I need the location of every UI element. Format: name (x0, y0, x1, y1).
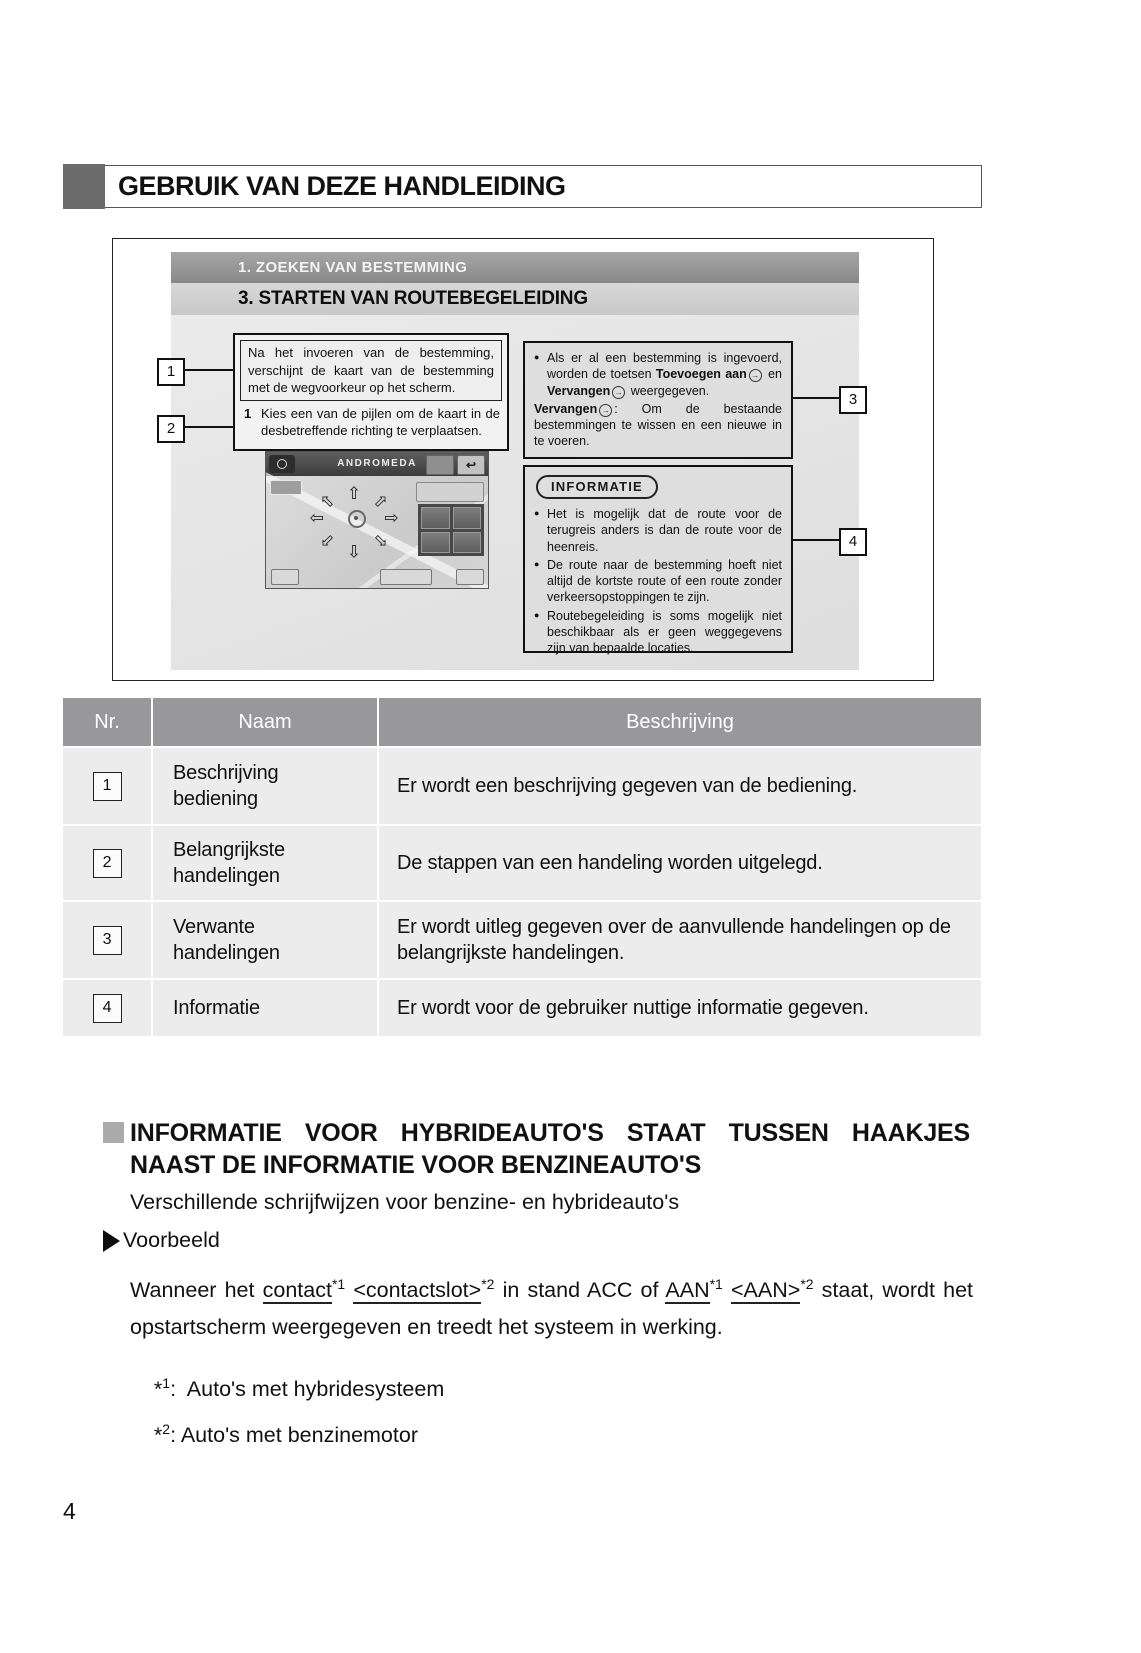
voorbeeld-row (103, 1228, 220, 1253)
related-operations-box (523, 341, 793, 459)
table-row-4-naam: Informatie (153, 980, 377, 1036)
footnote-star: * (153, 1377, 163, 1401)
step-text: Kies een van de pijlen om de kaart in de desbetreffende richting te verplaatsen. (261, 406, 500, 438)
bullet-icon: ● (534, 352, 540, 362)
legend-table (63, 698, 981, 1036)
callout-2: 2 (157, 415, 185, 443)
chapter-header-square (63, 164, 105, 209)
column-header-nr: Nr. (63, 698, 151, 746)
map-scale-badge (270, 480, 302, 495)
table-row-4-nr (63, 980, 151, 1036)
related-operations-bullet (534, 350, 782, 399)
text-segment (723, 1278, 731, 1302)
section-heading-line1: INFORMATIE VOOR HYBRIDEAUTO'S STAAT TUSSEN HAAKJES (130, 1119, 970, 1147)
nav-bottom-button (380, 569, 432, 585)
information-box (523, 465, 793, 653)
callout-4-line (791, 539, 839, 541)
section-heading-line2: NAAST DE INFORMATIE VOOR BENZINEAUTO'S (130, 1151, 702, 1179)
nav-side-panel (418, 504, 484, 556)
nav-side-button (416, 482, 484, 502)
page-ref-icon (599, 404, 612, 417)
nav-panel-tile (453, 532, 482, 554)
table-row-3-naam: Verwante handelingen (153, 902, 377, 978)
table-row-3-nr (63, 902, 151, 978)
table-row-1-beschrijving: Er wordt een beschrijving gegeven van de bediening. (379, 748, 981, 824)
page-title: GEBRUIK VAN DEZE HANDLEIDING (118, 171, 566, 201)
text-segment: : Om de bestaande bestemmingen te wissen en een nieuwe in te voeren. (534, 401, 782, 449)
number-badge: 3 (93, 926, 122, 955)
contact-term: contact (262, 1278, 332, 1302)
number-badge: 2 (93, 849, 122, 878)
text-segment: Wanneer het (130, 1278, 263, 1302)
arrow-up-icon (344, 484, 364, 504)
table-row-2-naam: Belangrijkste handelingen (153, 826, 377, 900)
footnote-ref-1: *1 (331, 1276, 346, 1292)
text-segment: in stand ACC of (494, 1278, 666, 1302)
footnote-number: 2 (162, 1421, 171, 1437)
callout-3: 3 (839, 386, 867, 414)
info-bullet-text: Routebegeleiding is soms mogelijk niet beschikbaar als er geen weggegevens zijn van bepaalde locaties. (547, 608, 782, 655)
table-row-4-beschrijving: Er wordt voor de gebruiker nuttige informatie gegeven. (379, 980, 981, 1036)
vervangen-key-label: Vervangen (534, 401, 598, 416)
column-header-beschrijving: Beschrijving (379, 698, 981, 746)
nav-panel-tile (421, 532, 450, 554)
page-ref-icon (749, 369, 762, 382)
related-operations-text (547, 350, 782, 399)
nav-bottom-button (271, 569, 299, 585)
info-bullet (534, 557, 782, 606)
description-box (233, 333, 509, 451)
map-cursor-icon (348, 510, 366, 528)
info-bullet (534, 608, 782, 657)
text-segment: Als er al een bestemming is ingevoerd, worden de toetsen (547, 351, 782, 382)
return-arrow-icon (457, 455, 485, 475)
table-row-2-nr (63, 826, 151, 900)
callout-2-line (183, 426, 233, 428)
table-row-3-beschrijving: Er wordt uitleg gegeven over de aanvullende handelingen op de belangrijkste handelingen. (379, 902, 981, 978)
footnote-ref-2: *2 (800, 1276, 814, 1292)
figure-section-title: 3. STARTEN VAN ROUTEBEGELEIDING (171, 283, 859, 315)
bullet-icon: ● (534, 508, 540, 518)
main-step (235, 404, 507, 440)
callout-4: 4 (839, 528, 867, 556)
section-square-bullet (103, 1122, 124, 1143)
section-subtext: Verschillende schrijfwijzen voor benzine- en hybrideauto's (130, 1190, 680, 1214)
info-bullet-text: De route naar de bestemming hoeft niet altijd de kortste route of een route zonder verkeersopstoppingen te zijn. (547, 557, 782, 605)
manual-figure (112, 238, 934, 681)
nav-panel-tile (453, 507, 482, 529)
footnote-number: 1 (162, 1375, 171, 1391)
info-bullet-text: Het is mogelijk dat de route voor de terugreis anders is dan de route voor de heenreis. (547, 507, 782, 554)
footnote-ref-2: *2 (481, 1276, 495, 1292)
nav-topbar-button (426, 455, 454, 475)
info-bullet (534, 506, 782, 555)
callout-3-line (791, 397, 839, 399)
informatie-pill: INFORMATIE (536, 475, 658, 499)
footnote-star: * (153, 1423, 163, 1447)
text-segment: weergegeven. (627, 383, 710, 398)
text-segment: staat, wordt het opstartscherm weergegeven en treedt het systeem in werking. (130, 1278, 973, 1339)
operation-description-text: Na het invoeren van de bestemming, verschijnt de kaart van de bestemming met de wegvoorkeur op het scherm. (240, 340, 502, 401)
number-badge: 4 (93, 994, 122, 1023)
nav-bottom-button (456, 569, 484, 585)
example-paragraph (130, 1266, 973, 1346)
section-heading (130, 1117, 970, 1181)
column-header-naam: Naam (153, 698, 377, 746)
bullet-icon: ● (534, 558, 540, 569)
contactslot-term: <contactslot> (353, 1278, 482, 1302)
footnote-text: : Auto's met benzinemotor (170, 1423, 418, 1447)
nav-destination-title: ANDROMEDA (337, 458, 417, 469)
voorbeeld-label: Voorbeeld (123, 1228, 220, 1252)
arrow-right-icon (380, 508, 400, 528)
vervangen-key-label: Vervangen (547, 383, 611, 398)
nav-panel-tile (421, 507, 450, 529)
bullet-icon: ● (534, 609, 540, 620)
triangle-bullet-icon (103, 1230, 120, 1252)
toevoegen-aan-key-label: Toevoegen aan (655, 367, 747, 382)
footnote-2 (130, 1396, 418, 1473)
number-badge: 1 (93, 772, 122, 801)
aan-bracket-term: <AAN> (730, 1278, 801, 1302)
callout-1: 1 (157, 358, 185, 386)
figure-breadcrumb: 1. ZOEKEN VAN BESTEMMING (171, 252, 859, 283)
aan-term: AAN (665, 1278, 710, 1302)
footnote-text: : Auto's met hybridesysteem (170, 1377, 445, 1401)
callout-1-line (183, 369, 233, 371)
power-icon (269, 455, 295, 473)
step-number: 1 (244, 406, 252, 422)
table-row-1-nr (63, 748, 151, 824)
vervangen-explanation (534, 401, 782, 450)
text-segment: en (763, 367, 782, 382)
arrow-down-icon (344, 540, 364, 560)
page-number: 4 (63, 1498, 76, 1524)
nav-screenshot (265, 451, 489, 589)
table-row-2-beschrijving: De stappen van een handeling worden uitgelegd. (379, 826, 981, 900)
page-ref-icon (612, 386, 625, 399)
footnote-ref-1: *1 (709, 1276, 723, 1292)
table-row-1-naam: Beschrijving bediening (153, 748, 377, 824)
